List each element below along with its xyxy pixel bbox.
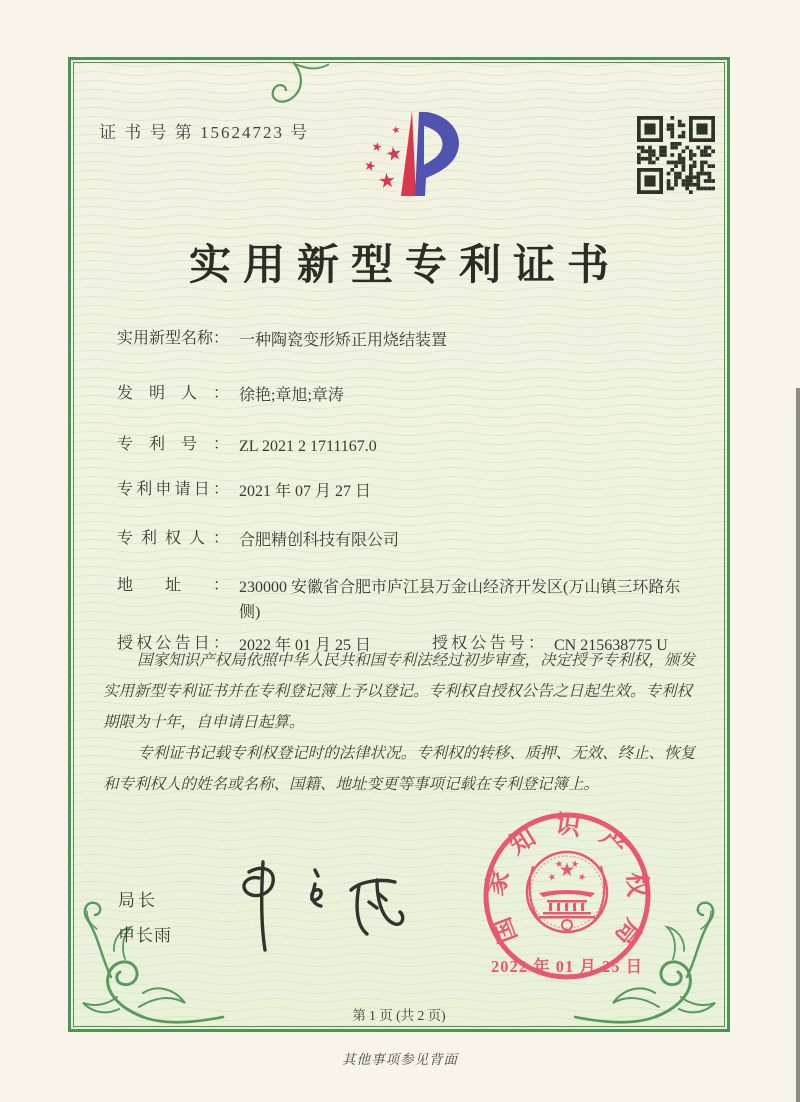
field-label: 实用新型名称： [117, 330, 230, 347]
fields-block [117, 328, 723, 658]
field-label: 专利申请日： [117, 481, 229, 498]
field-row-patent-no [117, 434, 723, 459]
field-value: CN 215638775 U [554, 637, 668, 654]
page-number: 第 1 页 (共 2 页) [352, 1008, 446, 1023]
certificate-frame [68, 57, 730, 1032]
field-label: 地址： [117, 577, 229, 594]
field-value: 2022 年 01 月 25 日 [239, 637, 372, 654]
field-label: 发明人： [117, 385, 229, 402]
official-seal [467, 796, 667, 996]
field-row-inventors [117, 383, 723, 408]
certificate-number: 证 书 号 第 15624723 号 [99, 123, 310, 142]
field-value: 一种陶瓷变形矫正用烧结装置 [239, 332, 448, 349]
commissioner-name: 申长雨 [118, 926, 172, 945]
scan-edge-artifact [796, 388, 800, 1102]
seal-ring-text: 国家知识产权局 [481, 811, 651, 965]
logo-red-wedge [401, 111, 416, 196]
field-label: 授权公告日： [117, 635, 229, 652]
cnipa-logo-icon [342, 108, 492, 220]
field-value: 2021 年 07 月 27 日 [239, 483, 372, 500]
field-row-filing-date [117, 479, 723, 504]
field-row-name [117, 328, 723, 353]
field-row-address [117, 575, 723, 625]
national-emblem [527, 852, 607, 932]
field-value: 230000 安徽省合肥市庐江县万金山经济开发区(万山镇三环路东侧) [239, 579, 681, 621]
field-label: 授权公告号： [432, 635, 544, 652]
field-row-patentee [117, 528, 723, 553]
field-value: 徐艳;章旭;章涛 [239, 387, 344, 404]
legal-text-block [103, 645, 705, 800]
seal-date: 2022 年 01 月 25 日 [490, 957, 644, 976]
qr-code [637, 116, 715, 194]
field-value: 合肥精创科技有限公司 [239, 532, 400, 549]
field-label: 专利号： [117, 436, 229, 453]
commissioner-title: 局长 [118, 891, 158, 910]
field-label: 专利权人： [117, 530, 229, 547]
back-note: 其他事项参见背面 [342, 1052, 458, 1067]
body-paragraph-2: 专利证书记载专利权登记时的法律状况。专利权的转移、质押、无效、终止、恢复和专利权人的姓名或名称、国籍、地址变更等事项记载在专利登记簿上。 [103, 745, 696, 793]
field-value: ZL 2021 2 1711167.0 [239, 438, 377, 455]
logo-blue-p [415, 112, 459, 196]
body-paragraph-1: 国家知识产权局依照中华人民共和国专利法经过初步审查，决定授予专利权，颁发实用新型专利证书并在专利登记簿上予以登记。专利权自授权公告之日起生效。专利权期限为十年，自申请日起算。 [103, 652, 696, 731]
certificate-title: 实用新型专利证书 [188, 243, 621, 289]
signature-image [219, 850, 429, 960]
logo-stars [364, 125, 402, 188]
